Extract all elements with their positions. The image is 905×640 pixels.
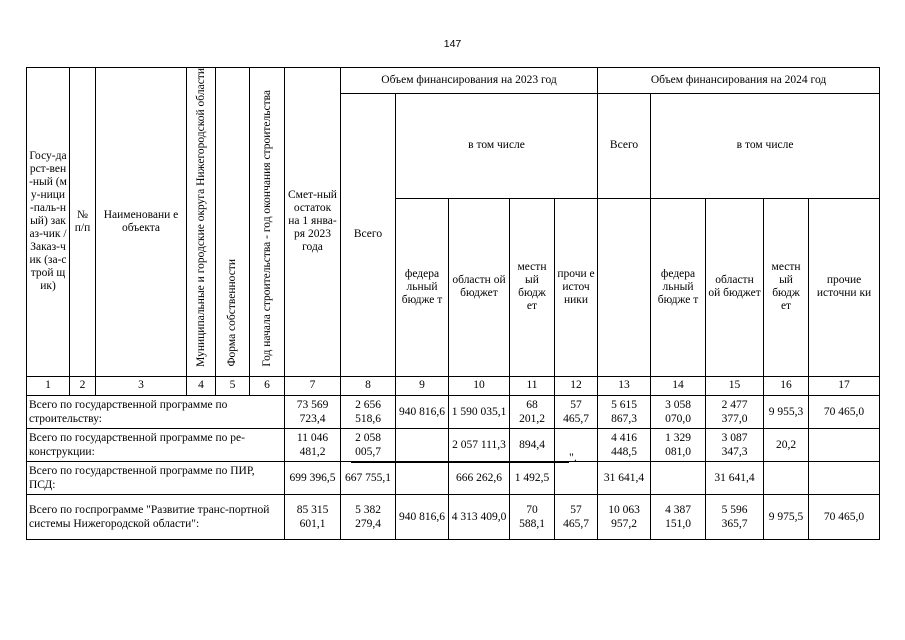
- page-number: 147: [443, 38, 462, 50]
- col-number: 7: [285, 376, 341, 395]
- col-number: 8: [341, 376, 396, 395]
- header-2023-federal: федера льный бюдже т: [396, 198, 449, 376]
- cell-estimate: 73 569 723,4: [285, 395, 341, 428]
- header-ownership-text: Форма собственности: [226, 259, 238, 367]
- col-number: 4: [187, 376, 216, 395]
- cell-2024-local: 9 975,5: [764, 494, 809, 539]
- cell-2024-federal: 1 329 081,0: [651, 428, 706, 461]
- header-years-text: Год начала строительства - год окончания строительства: [260, 90, 273, 367]
- cell-2024-federal: 4 387 151,0: [651, 494, 706, 539]
- row-name: Всего по государственной программе по строительству:: [27, 395, 285, 428]
- table-row: [27, 461, 880, 494]
- header-2023-regional: областн ой бюджет: [449, 198, 510, 376]
- header-2023-incl: в том числе: [396, 94, 598, 199]
- cell-2024-total: 10 063 957,2: [598, 494, 651, 539]
- cell-2023-total: 2 058 005,7: [341, 428, 396, 461]
- row-name: Всего по государственной программе по ПИР, ПСД:: [27, 461, 285, 494]
- cell-2023-local: 1 492,5: [510, 461, 555, 494]
- cell-estimate: 11 046 481,2: [285, 428, 341, 461]
- cell-2023-other: 57 465,7: [555, 395, 598, 428]
- header-2023-local: местн ый бюдж ет: [510, 198, 555, 376]
- col-number: 1: [27, 376, 70, 395]
- cell-2023-regional: 4 313 409,0: [449, 494, 510, 539]
- header-2024-local: местн ый бюдж ет: [764, 198, 809, 376]
- header-years: [250, 68, 285, 377]
- cell-2024-total: 4 416 448,5: [598, 428, 651, 461]
- header-name: Наименовани е объекта: [96, 68, 187, 377]
- col-number: 6: [250, 376, 285, 395]
- col-number: 2: [70, 376, 96, 395]
- cell-2024-local: [764, 461, 809, 494]
- col-number: 10: [449, 376, 510, 395]
- cell-2024-total: 31 641,4: [598, 461, 651, 494]
- cell-2023-federal: 940 816,6: [396, 494, 449, 539]
- header-ownership: [216, 68, 250, 377]
- header-2023-total: Всего: [341, 94, 396, 377]
- col-number: 3: [96, 376, 187, 395]
- cell-2024-federal: [651, 461, 706, 494]
- cell-2024-regional: 2 477 377,0: [706, 395, 764, 428]
- header-2024-other: прочие источни ки: [809, 198, 880, 376]
- table-row: [27, 395, 880, 428]
- header-2023-other: прочи е источ ники: [555, 198, 598, 376]
- cell-2024-local: 9 955,3: [764, 395, 809, 428]
- financing-table: [26, 67, 880, 540]
- cell-2024-total: 5 615 867,3: [598, 395, 651, 428]
- cell-2023-other: 57 465,7: [555, 494, 598, 539]
- col-number: 12: [555, 376, 598, 395]
- header-2024-federal: федера льный бюдже т: [651, 198, 706, 376]
- table-row: [27, 494, 880, 539]
- col-number: 5: [216, 376, 250, 395]
- cell-2023-local: 894,4: [510, 428, 555, 461]
- closing-line: [351, 462, 569, 463]
- col-number: 9: [396, 376, 449, 395]
- cell-2024-local: 20,2: [764, 428, 809, 461]
- cell-2023-federal: [396, 461, 449, 494]
- header-municipalities: [187, 68, 216, 377]
- cell-estimate: 85 315 601,1: [285, 494, 341, 539]
- closing-quote: ".: [569, 450, 577, 464]
- col-number: 16: [764, 376, 809, 395]
- table-row: [27, 428, 880, 461]
- cell-2024-regional: 3 087 347,3: [706, 428, 764, 461]
- cell-2023-total: 667 755,1: [341, 461, 396, 494]
- col-number: 13: [598, 376, 651, 395]
- cell-2023-total: 5 382 279,4: [341, 494, 396, 539]
- cell-2023-regional: 2 057 111,3: [449, 428, 510, 461]
- cell-2023-total: 2 656 518,6: [341, 395, 396, 428]
- column-number-row: [27, 376, 880, 395]
- cell-2024-other: 70 465,0: [809, 395, 880, 428]
- cell-2024-other: [809, 428, 880, 461]
- col-number: 14: [651, 376, 706, 395]
- header-estimate: Смет-ный остаток на 1 янва-ря 2023 года: [285, 68, 341, 377]
- header-2024-blank: [598, 198, 651, 376]
- header-customer: Госу-дарст-вен-ный (му-ници-паль-ный) заказ-чик / Заказ-чик (за-строй щик): [27, 68, 70, 377]
- header-fin-2024: Объем финансирования на 2024 год: [598, 68, 880, 94]
- header-2024-incl: в том числе: [651, 94, 880, 199]
- row-name: Всего по госпрограмме "Развитие транс-портной системы Нижегородской области":: [27, 494, 285, 539]
- cell-2024-regional: 31 641,4: [706, 461, 764, 494]
- cell-2023-regional: 666 262,6: [449, 461, 510, 494]
- header-fin-2023: Объем финансирования на 2023 год: [341, 68, 598, 94]
- col-number: 11: [510, 376, 555, 395]
- cell-2023-local: 68 201,2: [510, 395, 555, 428]
- cell-2023-regional: 1 590 035,1: [449, 395, 510, 428]
- col-number: 15: [706, 376, 764, 395]
- cell-2024-federal: 3 058 070,0: [651, 395, 706, 428]
- header-num: № п/п: [70, 68, 96, 377]
- cell-estimate: 699 396,5: [285, 461, 341, 494]
- cell-2023-local: 70 588,1: [510, 494, 555, 539]
- header-2024-regional: областн ой бюджет: [706, 198, 764, 376]
- cell-2024-other: 70 465,0: [809, 494, 880, 539]
- row-name: Всего по государственной программе по ре-конструкции:: [27, 428, 285, 461]
- cell-2023-federal: 940 816,6: [396, 395, 449, 428]
- cell-2023-federal: [396, 428, 449, 461]
- header-municipalities-text: Муниципальные и городские округа Нижегородской области: [194, 68, 207, 367]
- col-number: 17: [809, 376, 880, 395]
- header-2024-total: Всего: [598, 94, 651, 199]
- cell-2024-regional: 5 596 365,7: [706, 494, 764, 539]
- cell-2023-other: [555, 461, 598, 494]
- cell-2024-other: [809, 461, 880, 494]
